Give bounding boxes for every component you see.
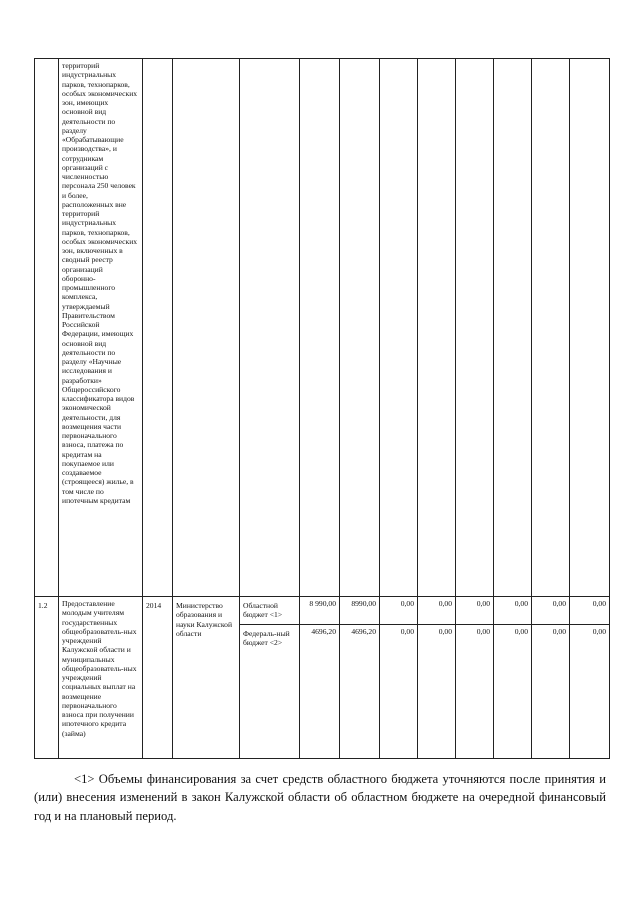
cell-empty	[143, 59, 173, 597]
value-2020: 0,00	[570, 597, 610, 625]
cell-empty	[418, 59, 456, 597]
cell-empty	[380, 59, 418, 597]
cell-empty	[532, 59, 570, 597]
continuation-row	[35, 59, 610, 597]
cell-empty	[570, 59, 610, 597]
cell-empty	[300, 59, 340, 597]
cell-continuation-description	[59, 59, 143, 597]
row-description	[59, 597, 143, 759]
source-name: Федераль-ный бюджет <2>	[240, 625, 300, 759]
value-2017: 0,00	[456, 597, 494, 625]
value-2016: 0,00	[418, 625, 456, 759]
footnote	[34, 770, 606, 825]
continuation-text: территорий индустриальных парков, технопарков, особых экономических зон, имеющих основной вид деятельности по разделу «Обрабатывающие производства», и сотрудникам организаций с численностью персонала 250 человек и более, расположенных вне территорий индустриальных парков, технопарков, особых экономических зон, включенных в сводный реестр организаций оборонно-промышленного комплекса, утверждаемый Правительством Российской Федерации, имеющих основной вид деятельности по разделу «Научные исследования и разработки» Общероссийского классификатора видов экономической деятельности, для возмещения части первоначального взноса, платежа по кредитам на покупаемое или создаваемое (строящееся) жилье, в том числе по ипотечным кредитам	[62, 61, 138, 505]
value-2020: 0,00	[570, 625, 610, 759]
cell-empty	[494, 59, 532, 597]
row-year: 2014	[143, 597, 173, 759]
source-total: 4696,20	[300, 625, 340, 759]
value-2014: 4696,20	[340, 625, 380, 759]
source-name: Областной бюджет <1>	[240, 597, 300, 625]
row-number: 1.2	[35, 597, 59, 759]
value-2014: 8990,00	[340, 597, 380, 625]
row-description-text: Предоставление молодым учителям государственных общеобразователь-ных учреждений Калужской области и муниципальных общеобразователь-ных учреждений социальных выплат на возмещение первоначального взноса при получении ипотечного кредита (займа)	[62, 599, 137, 738]
value-2015: 0,00	[380, 597, 418, 625]
cell-empty	[456, 59, 494, 597]
cell-empty	[173, 59, 240, 597]
value-2018: 0,00	[494, 597, 532, 625]
financing-table	[34, 58, 610, 759]
value-2019: 0,00	[532, 597, 570, 625]
value-2018: 0,00	[494, 625, 532, 759]
cell-empty	[240, 59, 300, 597]
cell-empty	[340, 59, 380, 597]
footnote-text: <1> Объемы финансирования за счет средств областного бюджета уточняются после принятия и (или) внесения изменений в закон Калужской области об областном бюджете на очередной финансовый год и на плановый период.	[34, 772, 606, 823]
value-2017: 0,00	[456, 625, 494, 759]
table-row	[35, 597, 610, 625]
row-executor: Министерство образования и науки Калужской области	[173, 597, 240, 759]
value-2019: 0,00	[532, 625, 570, 759]
cell-number-empty	[35, 59, 59, 597]
value-2016: 0,00	[418, 597, 456, 625]
value-2015: 0,00	[380, 625, 418, 759]
source-total: 8 990,00	[300, 597, 340, 625]
